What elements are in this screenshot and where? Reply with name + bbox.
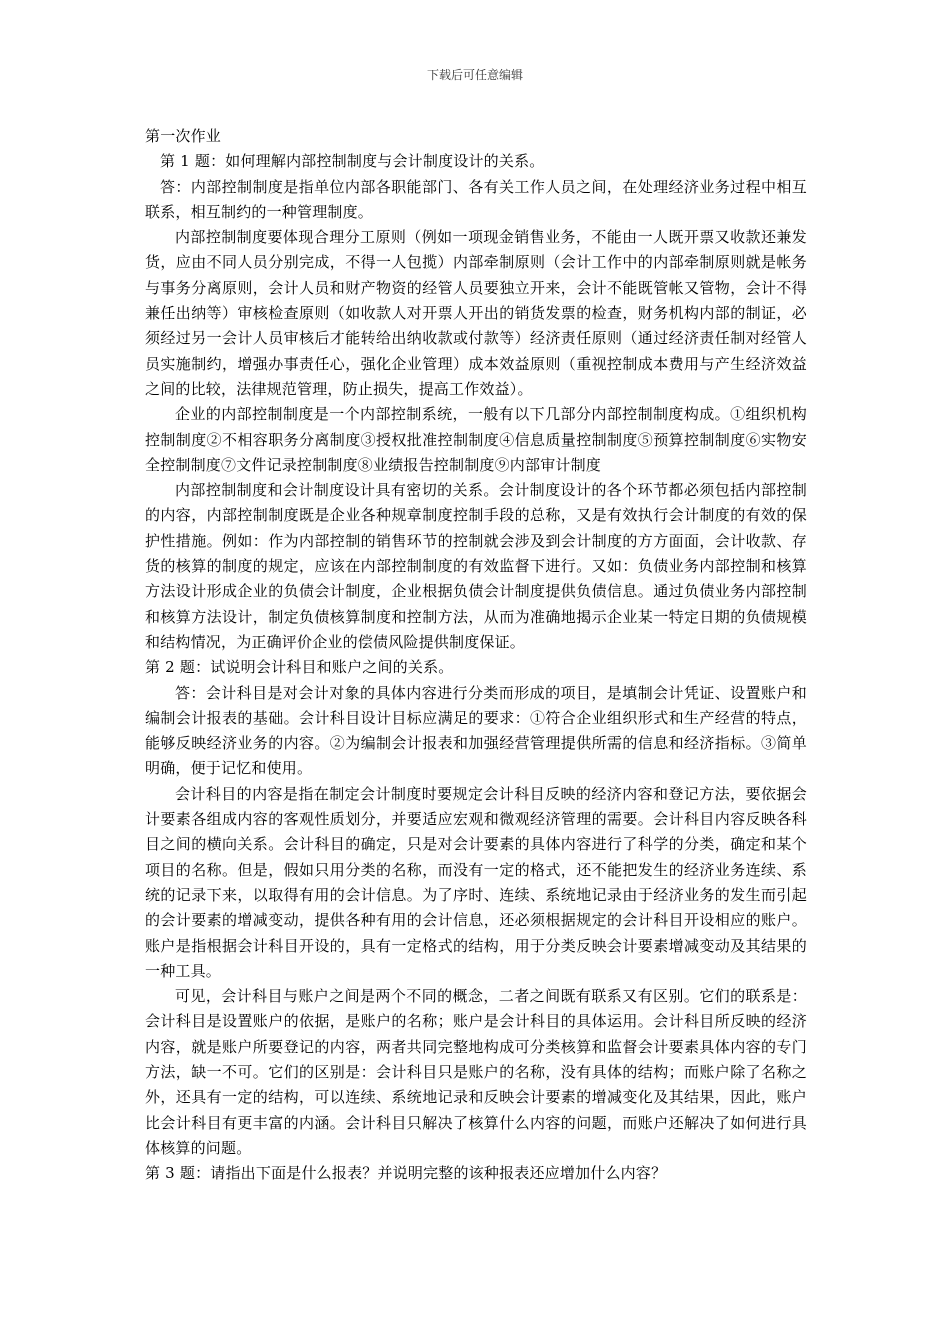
q2-answer-paragraph-2: 会计科目的内容是指在制定会计制度时要规定会计科目反映的经济内容和登记方法，要依据会计要素各组成内容的客观性质划分，并要适应宏观和微观经济管理的需要。会计科目内容反映各科目之间的横向关系。会计科目的确定，只是对会计要素的具体内容进行了科学的分类，确定和某个项目的名称。但是，假如只用分类的名称，而没有一定的格式，还不能把发生的经济业务连续、系统的记录下来，以取得有用的会计信息。为了序时、连续、系统地记录由于经济业务的发生而引起的会计要素的增减变动，提供各种有用的会计信息，还必须根据规定的会计科目开设相应的账户。账户是指根据会计科目开设的，具有一定格式的结构，用于分类反映会计要素增减变动及其结果的一种工具。 — [145, 784, 807, 980]
document-body — [145, 124, 807, 1186]
question-2: 第 2 题：试说明会计科目和账户之间的关系。 — [145, 658, 454, 677]
page-header: 下载后可任意编辑 — [426, 68, 523, 82]
document-title: 第一次作业 — [145, 127, 222, 145]
q1-answer-paragraph-1: 答：内部控制制度是指单位内部各职能部门、各有关工作人员之间，在处理经济业务过程中相互联系，相互制约的一种管理制度。 — [145, 177, 807, 221]
question-1: 第 1 题：如何理解内部控制制度与会计制度设计的关系。 — [160, 152, 545, 171]
q1-answer-paragraph-4: 内部控制制度和会计制度设计具有密切的关系。会计制度设计的各个环节都必须包括内部控制的内容，内部控制制度既是企业各种规章制度控制手段的总称，又是有效执行会计制度的有效的保护性措施。例如：作为内部控制的销售环节的控制就会涉及到会计制度的方方面面，会计收款、存货的核算的制度的规定，应该在内部控制制度的有效监督下进行。又如：负债业务内部控制和核算方法设计形成企业的负债会计制度，企业根据负债会计制度提供负债信息。通过负债业务内部控制和核算方法设计，制定负债核算制度和控制方法，从而为准确地揭示企业某一特定日期的负债规模和结构情况，为正确评价企业的偿债风险提供制度保证。 — [145, 481, 807, 651]
q1-answer-paragraph-3: 企业的内部控制制度是一个内部控制系统，一般有以下几部分内部控制制度构成。①组织机构控制制度②不相容职务分离制度③授权批准控制制度④信息质量控制制度⑤预算控制制度⑥实物安全控制制度⑦文件记录控制制度⑧业绩报告控制制度⑨内部审计制度 — [145, 405, 807, 474]
q2-answer-paragraph-3: 可见，会计科目与账户之间是两个不同的概念，二者之间既有联系又有区别。它们的联系是：会计科目是设置账户的依据，是账户的名称；账户是会计科目的具体运用。会计科目所反映的经济内容，就是账户所要登记的内容，两者共同完整地构成可分类核算和监督会计要素具体内容的专门方法，缺一不可。它们的区别是：会计科目只是账户的名称，没有具体的结构；而账户除了名称之外，还具有一定的结构，可以连续、系统地记录和反映会计要素的增减变化及其结果，因此，账户比会计科目有更丰富的内涵。会计科目只解决了核算什么内容的问题，而账户还解决了如何进行具体核算的问题。 — [145, 987, 807, 1157]
q2-answer-paragraph-1: 答：会计科目是对会计对象的具体内容进行分类而形成的项目，是填制会计凭证、设置账户和编制会计报表的基础。会计科目设计目标应满足的要求：①符合企业组织形式和生产经营的特点，能够反映经济业务的内容。②为编制会计报表和加强经营管理提供所需的信息和经济指标。③简单明确，便于记忆和使用。 — [145, 683, 807, 778]
question-3: 第 3 题：请指出下面是什么报表？并说明完整的该种报表还应增加什么内容？ — [145, 1164, 667, 1183]
q1-answer-paragraph-2: 内部控制制度要体现合理分工原则（例如一项现金销售业务，不能由一人既开票又收款还兼发货，应由不同人员分别完成，不得一人包揽）内部牵制原则（会计工作中的内部牵制原则就是帐务与事务分离原则，会计人员和财产物资的经管人员要独立开来，会计不能既管帐又管物，会计不得兼任出纳等）审核检查原则（如收款人对开票人开出的销货发票的检查，财务机构内部的制证，必须经过另一会计人员审核后才能转给出纳收款或付款等）经济责任原则（通过经济责任制对经管人员实施制约，增强办事责任心，强化企业管理）成本效益原则（重视控制成本费用与产生经济效益之间的比较，法律规范管理，防止损失，提高工作效益）。 — [145, 228, 807, 398]
